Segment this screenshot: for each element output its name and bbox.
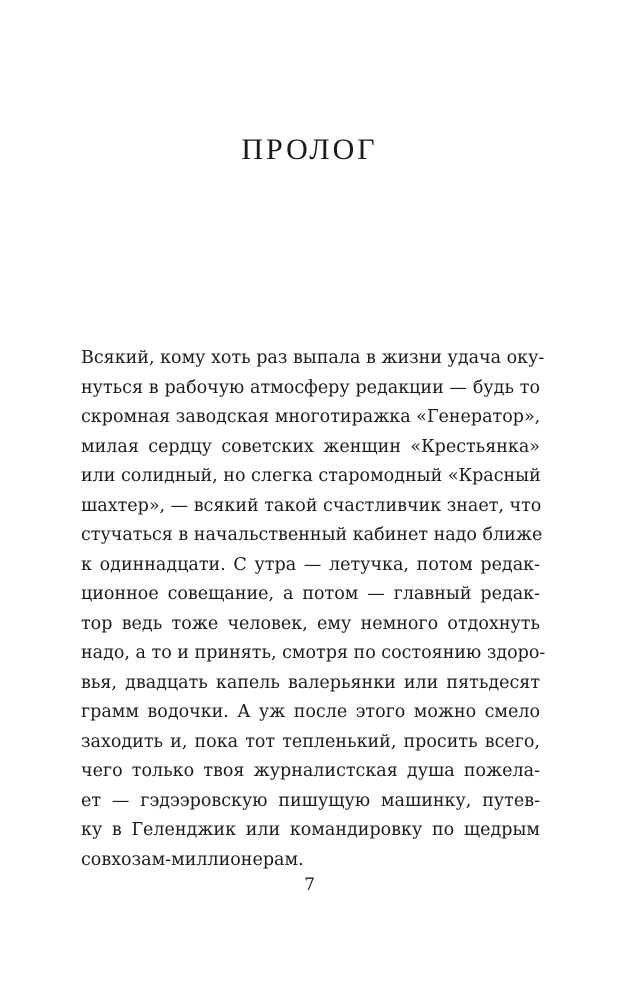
text-line: или солидный, но слегка старомодный «Красный	[81, 466, 541, 486]
chapter-title: ПРОЛОГ	[241, 133, 378, 166]
text-line: милая сердцу советских женщин «Крестьянка»	[81, 436, 540, 457]
text-line: к одиннадцати. С утра — летучка, потом редак-	[81, 554, 540, 575]
text-line: шахтер», — всякий такой счастливчик знает, что	[81, 495, 542, 516]
text-line: совхозам-миллионерам.	[81, 849, 304, 870]
text-line: нуться в рабочую атмосферу редакции — будь то	[81, 377, 540, 398]
text-line: грамм водочки. А уж после этого можно смело	[81, 702, 540, 722]
text-line: вья, двадцать капель валерьянки или пятьдесят	[81, 672, 540, 693]
text-line: заходить и, пока тот тепленький, просить всего,	[81, 731, 540, 752]
text-line: ет — гэдээровскую пишущую машинку, путев-	[81, 790, 540, 811]
text-line: надо, а то и принять, смотря по состоянию здоро-	[81, 643, 546, 663]
text-line: ку в Геленджик или командировку по щедрым	[81, 820, 540, 840]
text-line: стучаться в начальственный кабинет надо ближе	[81, 525, 543, 545]
text-line: ционное совещание, а потом — главный редак-	[81, 584, 540, 604]
body-paragraph	[81, 344, 546, 875]
page-number: 7	[304, 875, 315, 895]
text-line: тор ведь тоже человек, ему немного отдохнуть	[81, 613, 540, 634]
text-line: чего только твоя журналистская душа пожела-	[81, 761, 540, 781]
text-line: скромная заводская многотиражка «Генератор»,	[81, 407, 541, 427]
text-line: Всякий, кому хоть раз выпала в жизни удача оку-	[81, 348, 545, 368]
